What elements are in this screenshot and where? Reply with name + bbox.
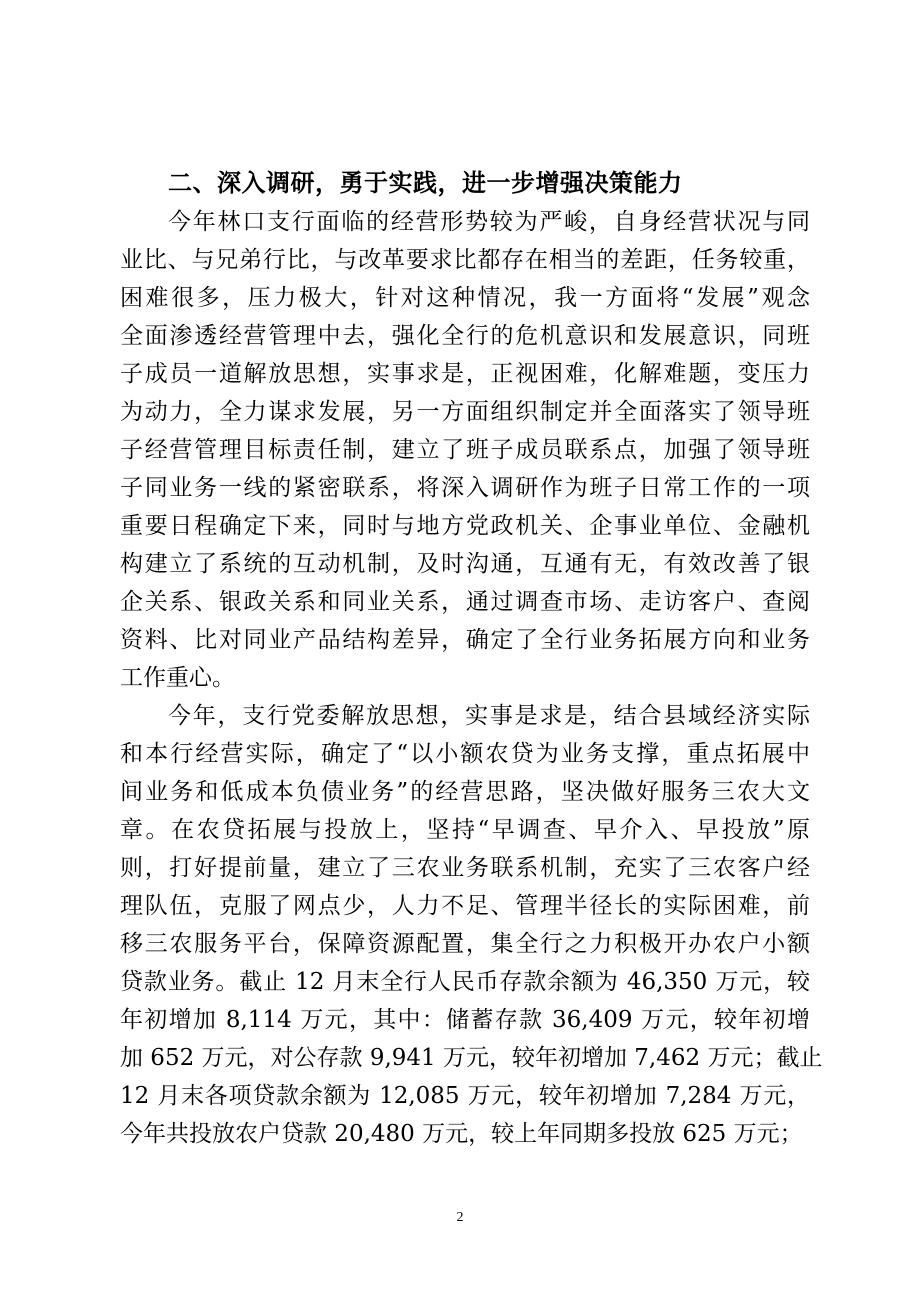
text-line: 全面渗透经营管理中去，强化全行的危机意识和发展意识，同班	[120, 323, 810, 349]
text-line: 和本行经营实际，确定了“以小额农贷为业务支撑，重点拓展中	[120, 741, 810, 767]
page-number: 2	[456, 1210, 464, 1225]
paragraph-2	[120, 697, 823, 1153]
text-line: 章。在农贷拓展与投放上，坚持“早调查、早介入、早投放”原	[120, 817, 810, 843]
text-line: 企关系、银政关系和同业关系，通过调查市场、走访客户、查阅	[120, 589, 810, 615]
text-line: 移三农服务平台，保障资源配置，集全行之力积极开办农户小额	[120, 931, 810, 957]
document-body	[120, 163, 823, 1153]
text-line: 12 月末各项贷款余额为 12,085 万元，较年初增加 7,284 万元，	[120, 1083, 810, 1109]
section-heading: 二、深入调研，勇于实践，进一步增强决策能力	[168, 168, 683, 197]
text-line: 为动力，全力谋求发展，另一方面组织制定并全面落实了领导班	[120, 399, 810, 425]
text-line: 子经营管理目标责任制，建立了班子成员联系点，加强了领导班	[120, 437, 810, 463]
text-line: 工作重心。	[120, 665, 235, 691]
text-line: 今年，支行党委解放思想，实事是求是，结合县域经济实际	[168, 703, 810, 729]
text-line: 构建立了系统的互动机制，及时沟通，互通有无，有效改善了银	[120, 551, 810, 577]
text-line: 今年林口支行面临的经营形势较为严峻，自身经营状况与同	[168, 209, 810, 235]
text-line: 困难很多，压力极大，针对这种情况，我一方面将“发展”观念	[120, 285, 810, 311]
text-line: 加 652 万元，对公存款 9,941 万元，较年初增加 7,462 万元；截止	[120, 1045, 823, 1071]
text-line: 间业务和低成本负债业务”的经营思路，坚决做好服务三农大文	[120, 779, 810, 805]
text-line: 今年共投放农户贷款 20,480 万元，较上年同期多投放 625 万元；	[120, 1121, 803, 1147]
text-line: 子成员一道解放思想，实事求是，正视困难，化解难题，变压力	[120, 361, 810, 387]
text-line: 年初增加 8,114 万元，其中：储蓄存款 36,409 万元，较年初增	[120, 1007, 810, 1033]
text-line: 理队伍，克服了网点少，人力不足、管理半径长的实际困难，前	[120, 893, 810, 919]
text-line: 则，打好提前量，建立了三农业务联系机制，充实了三农客户经	[120, 855, 810, 881]
text-line: 重要日程确定下来，同时与地方党政机关、企事业单位、金融机	[120, 513, 810, 539]
text-line: 资料、比对同业产品结构差异，确定了全行业务拓展方向和业务	[120, 627, 810, 653]
text-line: 子同业务一线的紧密联系，将深入调研作为班子日常工作的一项	[120, 475, 810, 501]
paragraph-1	[120, 203, 810, 697]
text-line: 业比、与兄弟行比，与改革要求比都存在相当的差距，任务较重，	[120, 247, 810, 273]
text-line: 贷款业务。截止 12 月末全行人民币存款余额为 46,350 万元，较	[120, 969, 810, 995]
